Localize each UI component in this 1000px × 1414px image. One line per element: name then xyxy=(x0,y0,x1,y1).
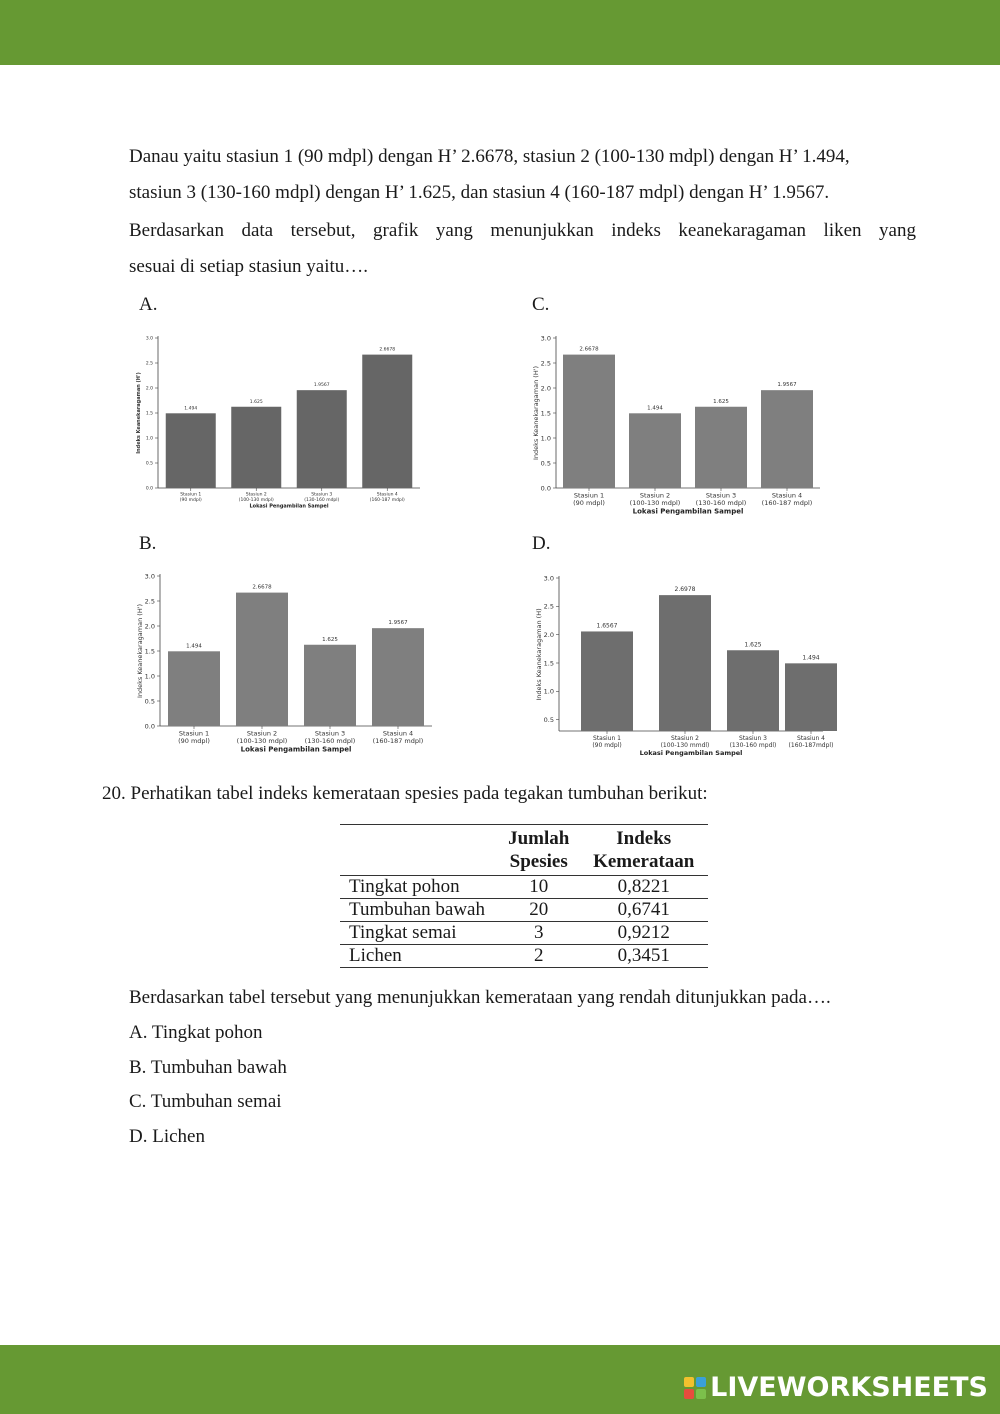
bar xyxy=(695,407,747,488)
x-tick-sublabel: (90 mdpl) xyxy=(178,737,210,745)
bar xyxy=(761,390,813,488)
bar xyxy=(563,355,615,488)
bar-value-label: 1.6567 xyxy=(596,622,618,630)
logo-mark-icon xyxy=(684,1377,706,1399)
bar-value-label: 1.625 xyxy=(713,398,729,405)
bar xyxy=(304,645,356,726)
y-tick-label: 1.0 xyxy=(540,434,551,443)
x-tick-sublabel: (160-187 mdpl) xyxy=(761,499,813,507)
bar-value-label: 1.494 xyxy=(802,654,820,662)
choice-b[interactable]: B. Tumbuhan bawah xyxy=(129,1057,287,1078)
bar-value-label: 1.9567 xyxy=(388,620,408,627)
logo-square xyxy=(684,1377,694,1387)
x-axis-title: Lokasi Pengambilan Sampel xyxy=(639,749,743,757)
y-tick-label: 0.5 xyxy=(144,697,155,706)
header-cell xyxy=(340,825,498,876)
y-axis-title: Indeks Keanekaragaman (H') xyxy=(136,603,144,699)
y-axis-title: Indeks Keanekaragaman (H') xyxy=(532,365,540,461)
table-cell: 0,8221 xyxy=(617,876,670,897)
x-tick-label: Stasiun 4 xyxy=(797,735,825,742)
x-tick-label: Stasiun 2 xyxy=(246,729,278,738)
table-cell: Tingkat pohon xyxy=(349,876,460,897)
bar xyxy=(785,663,837,731)
x-tick-sublabel: (100-130 mmdl) xyxy=(660,742,710,749)
bar xyxy=(166,413,216,488)
x-axis-title: Lokasi Pengambilan Sampel xyxy=(240,745,352,754)
x-tick-label: Stasiun 2 xyxy=(245,492,267,498)
choice-d[interactable]: D. Lichen xyxy=(129,1126,205,1147)
table-cell: 20 xyxy=(529,899,549,920)
option-a-label[interactable]: A. xyxy=(139,294,158,315)
y-tick-label: 0.0 xyxy=(540,484,551,493)
y-tick-label: 1.0 xyxy=(145,436,153,442)
x-tick-label: Stasiun 1 xyxy=(178,729,210,738)
x-tick-sublabel: (130-160 mpdl) xyxy=(729,742,777,749)
y-tick-label: 3.0 xyxy=(145,336,153,342)
evenness-table xyxy=(340,824,708,968)
x-tick-label: Stasiun 3 xyxy=(705,491,737,500)
x-tick-sublabel: (160-187 mdpl) xyxy=(369,498,405,503)
table-header-row xyxy=(340,825,708,876)
table-cell: 0,9212 xyxy=(617,922,670,943)
y-tick-label: 2.5 xyxy=(144,597,155,606)
bar-value-label: 1.494 xyxy=(647,405,663,412)
bar xyxy=(659,595,711,731)
x-tick-label: Stasiun 1 xyxy=(573,491,605,500)
bar-value-label: 2.6678 xyxy=(379,347,396,353)
x-tick-label: Stasiun 2 xyxy=(671,735,699,742)
x-tick-label: Stasiun 4 xyxy=(771,491,803,500)
table-cell: 0,3451 xyxy=(617,945,670,966)
y-axis-title: Indeks Keanekaragaman (H) xyxy=(535,608,543,701)
table-cell: 0,6741 xyxy=(617,899,670,920)
option-c-label[interactable]: C. xyxy=(532,294,550,315)
x-tick-label: Stasiun 3 xyxy=(311,492,333,498)
x-tick-sublabel: (130-160 mdpl) xyxy=(695,499,747,507)
y-tick-label: 3.0 xyxy=(543,574,554,583)
logo-square xyxy=(696,1389,706,1399)
table-cell: Tingkat semai xyxy=(349,922,457,943)
bar xyxy=(372,628,424,726)
question-text: Berdasarkan data tersebut, grafik yang menunjukkan indeks keanekaragaman liken yang xyxy=(129,220,916,241)
chart-option-a[interactable] xyxy=(138,330,430,510)
x-tick-label: Stasiun 3 xyxy=(314,729,346,738)
x-tick-sublabel: (90 mdpl) xyxy=(592,742,622,749)
x-tick-sublabel: (100-130 mdpl) xyxy=(238,498,274,503)
y-tick-label: 3.0 xyxy=(144,572,155,581)
bar xyxy=(362,355,412,488)
x-tick-label: Stasiun 4 xyxy=(382,729,414,738)
x-axis-title: Lokasi Pengambilan Sampel xyxy=(249,503,329,510)
y-tick-label: 1.5 xyxy=(540,409,551,418)
y-tick-label: 2.5 xyxy=(540,359,551,368)
x-tick-sublabel: (100-130 mdpl) xyxy=(629,499,681,507)
bar-value-label: 1.625 xyxy=(322,636,338,643)
chart-option-c[interactable] xyxy=(528,330,826,514)
liveworksheets-logo[interactable] xyxy=(684,1372,988,1403)
y-tick-label: 0.5 xyxy=(540,459,551,468)
bar xyxy=(231,407,281,488)
table-cell: 10 xyxy=(529,876,549,897)
header-cell: Jumlah Spesies xyxy=(508,828,570,872)
bar xyxy=(629,413,681,488)
x-tick-sublabel: (90 mdpl) xyxy=(573,499,605,507)
bar xyxy=(297,390,347,488)
y-tick-label: 0.0 xyxy=(145,486,153,492)
table-row xyxy=(340,876,708,899)
table-cell: Tumbuhan bawah xyxy=(349,899,485,920)
x-tick-sublabel: (160-187mdpl) xyxy=(788,742,834,749)
choice-a[interactable]: A. Tingkat pohon xyxy=(129,1022,263,1043)
y-tick-label: 2.0 xyxy=(540,384,551,393)
x-tick-label: Stasiun 2 xyxy=(639,491,671,500)
y-tick-label: 0.5 xyxy=(543,715,554,724)
bar xyxy=(168,651,220,726)
x-axis-title: Lokasi Pengambilan Sampel xyxy=(632,507,744,516)
logo-square xyxy=(696,1377,706,1387)
y-tick-label: 2.0 xyxy=(144,622,155,631)
chart-option-b[interactable] xyxy=(132,568,436,754)
y-axis-title: Indeks Keanekaragaman (H') xyxy=(136,372,142,454)
y-tick-label: 0.5 xyxy=(145,461,153,467)
table-cell: 2 xyxy=(533,945,544,966)
option-d-label[interactable]: D. xyxy=(532,533,551,554)
table-cell: 3 xyxy=(533,922,544,943)
question-20-prompt: Berdasarkan tabel tersebut yang menunjukkan kemerataan yang rendah ditunjukkan pada…. xyxy=(129,987,831,1008)
bar xyxy=(236,593,288,726)
chart-option-d[interactable] xyxy=(527,570,834,764)
bar-value-label: 1.494 xyxy=(184,406,198,412)
table-row xyxy=(340,922,708,945)
x-tick-label: Stasiun 1 xyxy=(593,735,621,742)
bar-value-label: 1.625 xyxy=(249,399,263,405)
x-tick-sublabel: (130-160 mdpl) xyxy=(304,737,356,745)
intro-line-1: Danau yaitu stasiun 1 (90 mdpl) dengan H’ 2.6678, stasiun 2 (100-130 mdpl) dengan H’ 1.494, xyxy=(129,146,850,167)
y-tick-label: 1.5 xyxy=(144,647,155,656)
question-20-stem: 20. Perhatikan tabel indeks kemerataan spesies pada tegakan tumbuhan berikut: xyxy=(102,783,708,804)
y-tick-label: 1.5 xyxy=(543,659,554,668)
x-tick-label: Stasiun 1 xyxy=(180,492,202,498)
y-tick-label: 3.0 xyxy=(540,334,551,343)
y-tick-label: 1.0 xyxy=(144,672,155,681)
question-text-end: sesuai di setiap stasiun yaitu…. xyxy=(129,256,369,277)
y-tick-label: 1.0 xyxy=(543,687,554,696)
bar xyxy=(581,631,633,731)
x-tick-sublabel: (100-130 mdpl) xyxy=(236,737,288,745)
y-tick-label: 1.5 xyxy=(145,411,153,417)
logo-square xyxy=(684,1389,694,1399)
y-tick-label: 2.5 xyxy=(543,602,554,611)
bar-value-label: 1.494 xyxy=(186,643,202,650)
y-tick-label: 2.0 xyxy=(145,386,153,392)
bar-value-label: 1.9567 xyxy=(313,383,330,389)
x-tick-sublabel: (130-160 mdpl) xyxy=(304,498,340,503)
x-tick-label: Stasiun 3 xyxy=(739,735,767,742)
x-tick-sublabel: (90 mdpl) xyxy=(179,498,202,503)
option-b-label[interactable]: B. xyxy=(139,533,157,554)
logo-text: LIVEWORKSHEETS xyxy=(710,1372,988,1403)
bar-value-label: 1.9567 xyxy=(777,382,797,389)
bar-value-label: 2.6678 xyxy=(252,584,272,591)
header-cell: Indeks Kemerataan xyxy=(593,828,695,872)
y-tick-label: 2.0 xyxy=(543,630,554,639)
x-tick-label: Stasiun 4 xyxy=(376,492,398,498)
bar-value-label: 1.625 xyxy=(744,641,762,649)
top-banner xyxy=(0,0,1000,65)
table-row xyxy=(340,945,708,968)
y-tick-label: 2.5 xyxy=(145,361,153,367)
table-row xyxy=(340,899,708,922)
bar-value-label: 2.6978 xyxy=(674,586,696,594)
choice-c[interactable]: C. Tumbuhan semai xyxy=(129,1091,282,1112)
table-cell: Lichen xyxy=(349,945,402,966)
intro-line-2: stasiun 3 (130-160 mdpl) dengan H’ 1.625, dan stasiun 4 (160-187 mdpl) dengan H’ 1.9567. xyxy=(129,182,830,203)
y-tick-label: 0.0 xyxy=(144,722,155,731)
bar xyxy=(727,650,779,731)
x-tick-sublabel: (160-187 mdpl) xyxy=(372,737,424,745)
bar-value-label: 2.6678 xyxy=(579,346,599,353)
